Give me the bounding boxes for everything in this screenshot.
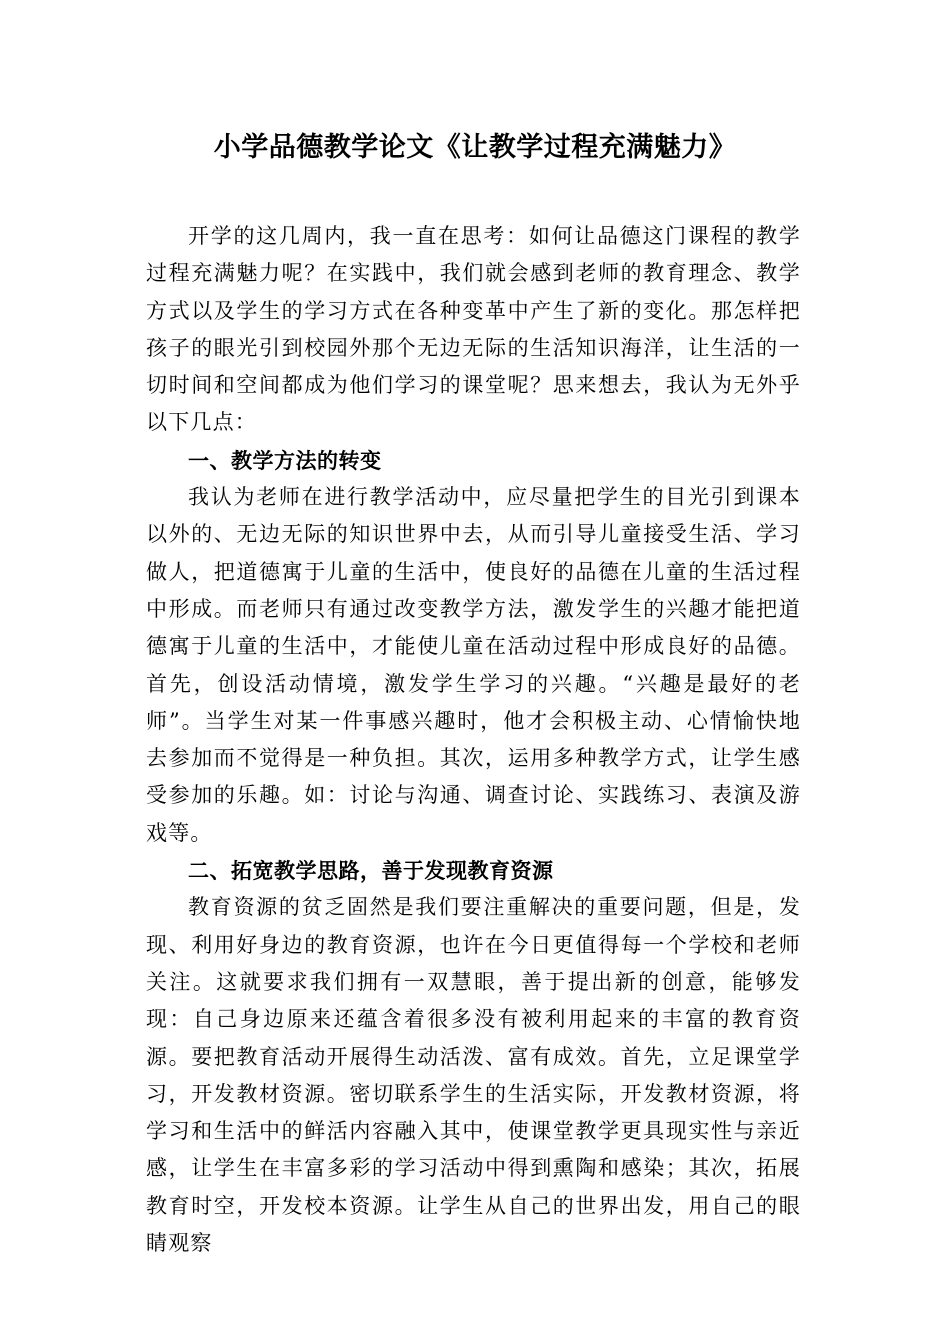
document-title: 小学品德教学论文《让教学过程充满魅力》 bbox=[213, 132, 737, 163]
section-heading-2: 二、拓宽教学思路，善于发现教育资源 bbox=[188, 858, 554, 884]
section-1-paragraph: 我认为老师在进行教学活动中，应尽量把学生的目光引到课本以外的、无边无际的知识世界中去，从而引导儿童接受生活、学习做人，把道德寓于儿童的生活中，使良好的品德在儿童的生活过程中形成。而老师只有通过改变教学方法，激发学生的兴趣才能把道德寓于儿童的生活中，才能使儿童在活动过程中形成良好的品德。首先，创设活动情境，激发学生学习的兴趣。“兴趣是最好的老师”。当学生对某一件事感兴趣时，他才会积极主动、心情愉快地去参加而不觉得是一种负担。其次，运用多种教学方式，让学生感受参加的乐趣。如：讨论与沟通、调查讨论、实践练习、表演及游戏等。 bbox=[146, 485, 801, 845]
section-2-paragraph: 教育资源的贫乏固然是我们要注重解决的重要问题，但是，发现、利用好身边的教育资源，也许在今日更值得每一个学校和老师关注。这就要求我们拥有一双慧眼，善于提出新的创意，能够发现：自己身边原来还蕴含着很多没有被利用起来的丰富的教育资源。要把教育活动开展得生动活泼、富有成效。首先，立足课堂学习，开发教材资源。密切联系学生的生活实际，开发教材资源，将学习和生活中的鲜活内容融入其中，使课堂教学更具现实性与亲近感，让学生在丰富多彩的学习活动中得到熏陶和感染；其次，拓展教育时空，开发校本资源。让学生从自己的世界出发，用自己的眼睛观察 bbox=[146, 895, 801, 1256]
document-body bbox=[146, 218, 801, 1262]
intro-paragraph: 开学的这几周内，我一直在思考：如何让品德这门课程的教学过程充满魅力呢？在实践中，我们就会感到老师的教育理念、教学方式以及学生的学习方式在各种变革中产生了新的变化。那怎样把孩子的眼光引到校园外那个无边无际的生活知识海洋，让生活的一切时间和空间都成为他们学习的课堂呢？思来想去，我认为无外乎以下几点： bbox=[146, 224, 801, 435]
section-heading-1: 一、教学方法的转变 bbox=[188, 447, 382, 473]
